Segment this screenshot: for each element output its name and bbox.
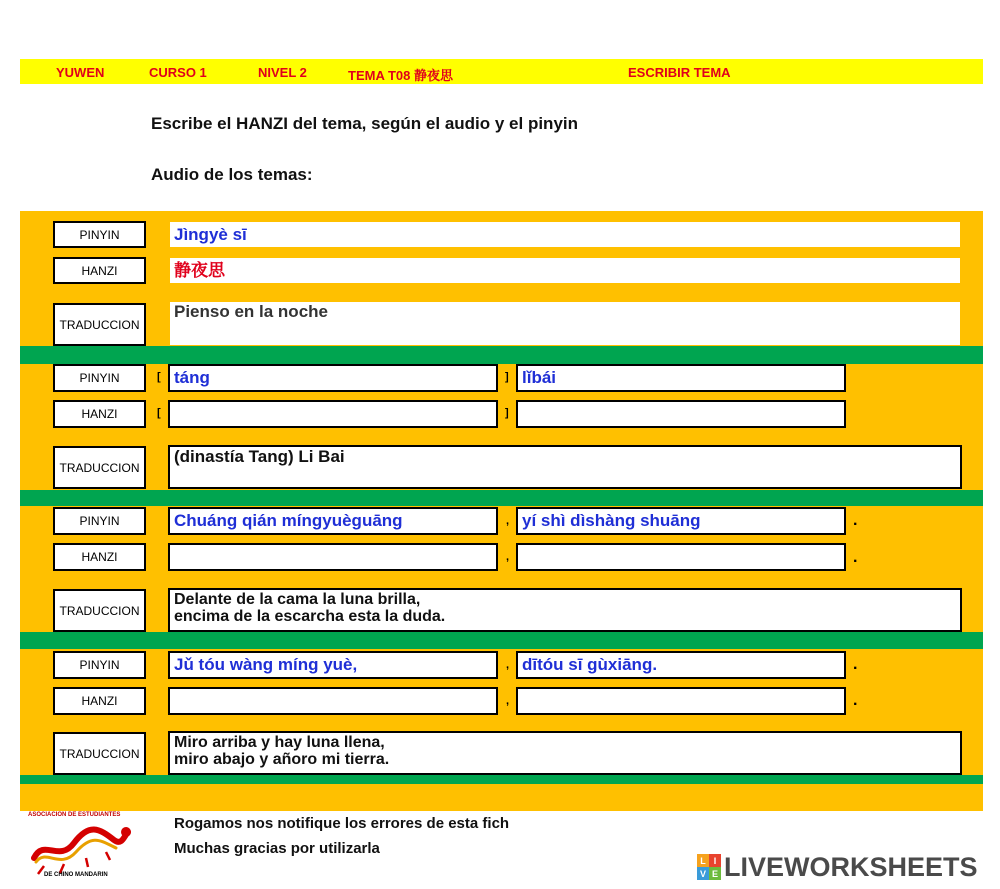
dragon-icon: [24, 818, 134, 876]
hanzi-label: HANZI: [53, 543, 146, 571]
verse1-traduccion: [168, 588, 962, 632]
period: .: [853, 549, 858, 566]
comma: ,: [506, 551, 510, 563]
verse1-hanzi-a-input[interactable]: [168, 543, 498, 571]
header-curso: CURSO 1: [149, 65, 207, 80]
hanzi-label: HANZI: [53, 400, 146, 428]
verse1-traduccion-line1: Delante de la cama la luna brilla,: [174, 591, 421, 608]
bracket-open: [: [157, 407, 161, 419]
period: .: [853, 656, 858, 673]
author-pinyin-b: lǐbái: [516, 364, 846, 392]
verse1-pinyin-a: Chuáng qián míngyuèguāng: [168, 507, 498, 535]
traduccion-label: TRADUCCION: [53, 446, 146, 489]
header-tema: TEMA T08 静夜思: [348, 68, 453, 83]
pinyin-label: PINYIN: [53, 651, 146, 679]
audio-label: Audio de los temas:: [151, 165, 313, 184]
title-traduccion: Pienso en la noche: [170, 302, 960, 345]
header-yuwen: YUWEN: [56, 65, 105, 80]
verse2-traduccion: [168, 731, 962, 775]
footer-notice: Rogamos nos notifique los errores de esta fich: [174, 815, 510, 832]
liveworksheets-logo: [697, 852, 978, 882]
separator: [20, 346, 983, 364]
verse2-hanzi-b-input[interactable]: [516, 687, 846, 715]
bracket-close: ]: [505, 371, 509, 383]
hanzi-label: HANZI: [53, 687, 146, 715]
footer-thanks: Muchas gracias por utilizarla: [174, 840, 380, 857]
instruction-text: Escribe el HANZI del tema, según el audio y el pinyin: [151, 114, 579, 133]
pinyin-label: PINYIN: [53, 364, 146, 392]
author-traduccion: (dinastía Tang) Li Bai: [168, 445, 962, 489]
separator: [20, 632, 983, 649]
author-pinyin-a: táng: [168, 364, 498, 392]
logo-top-text: ASOCIACION DE ESTUDIANTES: [28, 812, 121, 818]
verse2-pinyin-b: dītóu sī gùxiāng.: [516, 651, 846, 679]
verse2-traduccion-line1: Miro arriba y hay luna llena,: [174, 734, 385, 751]
period: .: [853, 692, 858, 709]
liveworksheets-brand: LIVEWORKSHEETS: [724, 851, 978, 882]
title-hanzi: 静夜思: [170, 258, 960, 283]
verse2-pinyin-a: Jǔ tóu wàng míng yuè,: [168, 651, 498, 679]
verse1-pinyin-b: yí shì dìshàng shuāng: [516, 507, 846, 535]
header-escribir: ESCRIBIR TEMA: [628, 65, 731, 80]
comma: ,: [506, 659, 510, 671]
comma: ,: [506, 695, 510, 707]
title-pinyin: Jìngyè sī: [170, 222, 960, 247]
author-hanzi-b-input[interactable]: [516, 400, 846, 428]
traduccion-label: TRADUCCION: [53, 732, 146, 775]
header-nivel: NIVEL 2: [258, 65, 307, 80]
bracket-open: [: [157, 371, 161, 383]
hanzi-label: HANZI: [53, 257, 146, 284]
comma: ,: [506, 515, 510, 527]
period: .: [853, 512, 858, 529]
verse2-hanzi-a-input[interactable]: [168, 687, 498, 715]
bracket-close: ]: [505, 407, 509, 419]
pinyin-label: PINYIN: [53, 507, 146, 535]
logo-bottom-text: DE CHINO MANDARIN: [44, 872, 108, 878]
association-logo: [24, 810, 134, 882]
verse1-traduccion-line2: encima de la escarcha esta la duda.: [174, 608, 446, 625]
verse1-hanzi-b-input[interactable]: [516, 543, 846, 571]
traduccion-label: TRADUCCION: [53, 303, 146, 346]
header-bar: [20, 59, 983, 84]
separator: [20, 490, 983, 506]
traduccion-label: TRADUCCION: [53, 589, 146, 632]
verse2-traduccion-line2: miro abajo y añoro mi tierra.: [174, 751, 390, 768]
separator: [20, 775, 983, 784]
author-hanzi-a-input[interactable]: [168, 400, 498, 428]
pinyin-label: PINYIN: [53, 221, 146, 248]
liveworksheets-icon: L I V E: [697, 854, 721, 880]
